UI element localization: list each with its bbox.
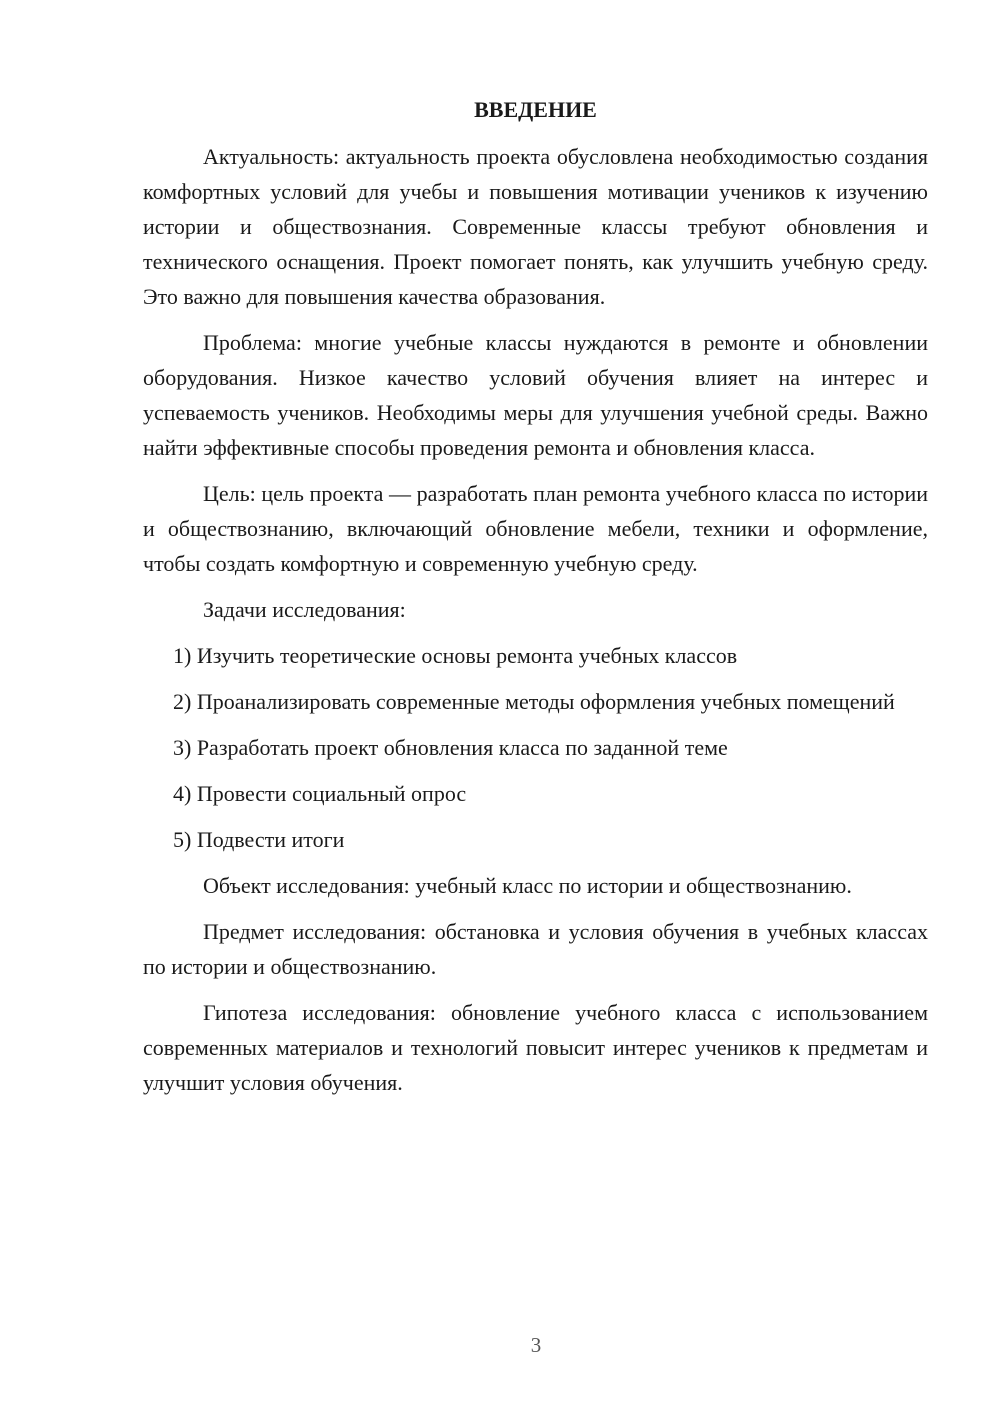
paragraph-problem: Проблема: многие учебные классы нуждаются в ремонте и обновлении оборудования. Низкое качество условий обучения влияет на интерес и успеваемость учеников. Необходимы меры для улучшения учебной среды. Важно найти эффективные способы проведения ремонта и обновления класса. (143, 330, 928, 460)
document-page (143, 92, 928, 1111)
paragraph-hypothesis: Гипотеза исследования: обновление учебного класса с использованием современных материалов и технологий повысит интерес учеников к предметам и улучшит условия обучения. (143, 1000, 928, 1095)
task-item-4: 4) Провести социальный опрос (173, 781, 467, 806)
paragraph-goal: Цель: цель проекта — разработать план ремонта учебного класса по истории и обществознанию, включающий обновление мебели, техники и оформление, чтобы создать комфортную и современную учебную среду. (143, 481, 928, 576)
paragraph-relevance: Актуальность: актуальность проекта обусловлена необходимостью создания комфортных условий для учебы и повышения мотивации учеников к изучению истории и обществознания. Современные классы требуют обновления и технического оснащения. Проект помогает понять, как улучшить учебную среду. Это важно для повышения качества образования. (143, 144, 928, 309)
task-item-2: 2) Проанализировать современные методы оформления учебных помещений (173, 689, 895, 714)
section-title: ВВЕДЕНИЕ (474, 97, 597, 122)
page-number: 3 (530, 1333, 542, 1357)
task-item-3: 3) Разработать проект обновления класса по заданной теме (173, 735, 728, 760)
task-item-5: 5) Подвести итоги (173, 827, 345, 852)
paragraph-subject: Предмет исследования: обстановка и условия обучения в учебных классах по истории и обществознанию. (143, 919, 928, 979)
task-item-1: 1) Изучить теоретические основы ремонта учебных классов (173, 643, 738, 668)
tasks-heading: Задачи исследования: (203, 597, 406, 622)
paragraph-object: Объект исследования: учебный класс по истории и обществознанию. (203, 873, 852, 898)
